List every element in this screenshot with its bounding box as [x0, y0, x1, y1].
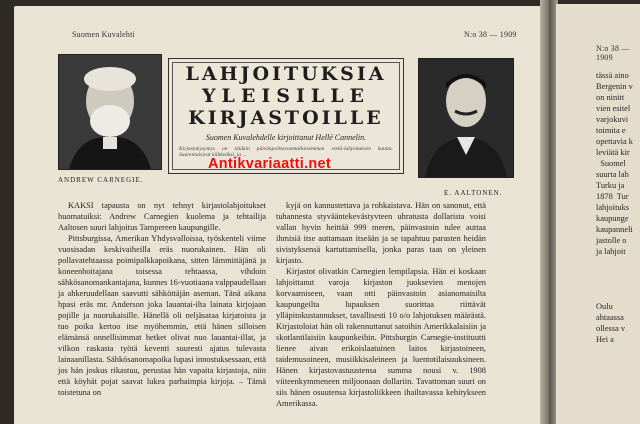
paragraph-intro: KAKSI tapausta on nyt tehnyt kirjastolahjoitukset huomatuiksi: Andrew Carnegien kuolema ja tehtailija Aaltosen suuri lahjoitus Tampereen kaupungille.	[58, 201, 266, 232]
running-header-issue: N:o 38 — 1909	[464, 30, 517, 39]
article-byline: Suomen Kuvalehdelle kirjoittanut Hellé Cannelin.	[205, 133, 367, 142]
paragraph-libraries: Kirjastot olivatkin Carnegien lempilapsia. Hän ei koskaan lahjoittanut varoja kirjaston juoksevien menojen korvaamiseen, vaan otti päinvastoin asianomaisilta kaupungeilta lupauksen suorittaa riittävät ylläpitokustannukset, tavallisesti 10 o/o lahjotuksen määrästä. Kirjastoloiat hän oli rakennuttanut satoihin Amerikkalaisiin ja skotlantilaisiin kaupunkeihin. Pittsburgin Carnegie-instituutti lienee aivan erikoislaatuinen laitos kirjastoineen, taidemusoineen, musiikkisaleineen ja luentotilaisuuksineen. Hänen kirjastovastuustensa summa nousi v. 1908 viiteenkymmeneen miljoonaan dollariin. Tavattoman suuri on siis hänen osuutensa kirjastoliikkeen ihailtavassa kehitykseen Amerikassa.	[276, 267, 486, 408]
paragraph-philanthropy: kyjä on kannustettava ja rohkaistava. Hän on sanonut, että tuhannesta styvääntekevästyvteen uhratusta dollarista voisi vallan hyvin heittää 999 meren, päinvastoin tulee auttaa ihmisiä itse auttamaan itseään ja se tapahtuu parasten heidän sivistyksensä kartuttamisella, jonka paras taas on yleinen kirjasto.	[276, 201, 486, 265]
right-page	[556, 4, 640, 424]
article-column-2	[276, 200, 486, 409]
caption-carnegie: ANDREW CARNEGIE.	[58, 176, 144, 184]
title-line-1: LAHJOITUKSIA	[185, 63, 387, 85]
paragraph-pittsburg: Pittsburgissa, Amerikan Yhdysvalloissa, työskenteli viime vuosisadan keskivaiheilla eräs nuorukainen. Hän oli pollavatehtaassa poimipalkkapoikana, sitten lämmittäjänä ja koneenhoitajana toisessa tehtaassa, vihdoin sähkösanomankantajana, kunnes 16-vuotiaana valppaudellaan ja ahkeruudellaan saavutti sähköttäjän aseman. Tänä aikana hpasi eräs mr. Anderson joka lauantai-ilta lainata kirjojaan pojille ja nuorukaisille. Hänellä oli neljäsataa kirjatoista ja tuo poika kertoo itse myöhemmin, että hänen silloisen elämänsä onnellisimmat hetket olivat nuo lauantai-illat, ja vilkon raskasta työtä keventi suuresti ajatus tulevasta lainaanillasta. Sähkösanomapoika lupasi innostuksessaan, että jos hän joskus rikastuu, perustaa hän vapaita kirjastoja, niin että köyhät pojat saavat lukea parhaimpia kirjoja. – Tämä toistetuna on	[58, 234, 266, 397]
article-intro-note: Kirjastokysymys on tätäkin päivänpolttavanmallaisemman etelä-lahjoituksen kautta. Suurentaisivat kiihkeäksi, ja ...	[179, 146, 393, 158]
watermark: Antikvariaatti.net	[208, 156, 332, 172]
portrait-andrew-carnegie	[58, 54, 162, 170]
portrait-e-aaltonen	[418, 58, 514, 178]
title-line-3: KIRJASTOILLE	[188, 107, 384, 129]
caption-aaltonen: E. AALTONEN.	[444, 189, 503, 197]
article-column-1	[58, 200, 266, 398]
right-running-header: N:o 38 — 1909	[596, 44, 630, 62]
left-page	[14, 6, 546, 424]
running-header-title: Suomen Kuvalehti	[72, 30, 135, 39]
right-page-text: tässä aino Bergenin v on ninitt vien esitel varjokuvi toimita e opettavia k leviätä kir Suomel suurta lah Turku ja 1878 Tur lahjoituks kaupunge kaupanneli jastolle o ja lahjoit Oulu ahtaassa ollessa v Hei a	[596, 71, 633, 344]
title-line-2: YLEISILLE	[201, 85, 371, 107]
